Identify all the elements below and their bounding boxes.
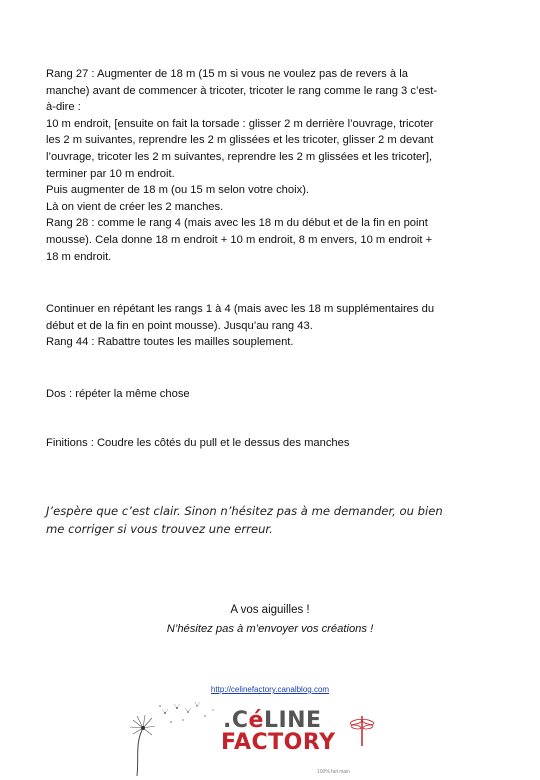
text-line: Continuer en répétant les rangs 1 à 4 (mais avec les 18 m supplémentaires du [46,303,435,315]
text-line: terminer par 10 m endroit. [46,167,175,180]
text-line: Dos : répéter la même chose [46,388,190,400]
closing-title: A vos aiguilles ! [230,604,310,616]
text-line: J’espère que c’est clair. Sinon n’hésitez pas à me demander, ou bien [46,504,443,518]
text-line: Rang 28 : comme le rang 4 (mais avec les 18 m du début et de la fin en point [46,217,428,230]
dragonfly-icon [347,712,377,752]
text-line: Puis augmenter de 18 m (ou 15 m selon votre choix). [46,184,310,197]
celine-factory-logo [125,698,425,780]
paragraph-note [46,502,506,538]
text-line: Rang 27 : Augmenter de 18 m (15 m si vous ne voulez pas de revers à la [46,68,408,80]
paragraph-finitions [46,435,506,452]
paragraph-rang-27-28 [46,66,506,265]
text-line: les 2 m suivantes, reprendre les 2 m glissées et les tricoter, glisser 2 m devant [46,134,434,147]
logo-line1: .CéLINE [223,708,322,733]
paragraph-dos [46,386,506,403]
text-line: 18 m endroit. [46,250,112,263]
closing-subtitle: N’hésitez pas à m’envoyer vos créations ! [166,623,374,635]
text-line: 10 m endroit, [ensuite on fait la torsade : glisser 2 m derrière l’ouvrage, tricoter [46,117,434,130]
website-link[interactable]: http://celinefactory.canalblog.com [210,685,330,694]
text-line: début et de la fin en point mousse). Jusqu’au rang 43. [46,319,313,332]
text-line: à-dire : [46,101,81,114]
paragraph-continuer [46,301,506,351]
logo-tagline: 100% fait main [317,769,351,775]
text-line: mousse). Cela donne 18 m endroit + 10 m endroit, 8 m envers, 10 m endroit + [46,233,433,246]
text-line: l’ouvrage, tricoter les 2 m suivantes, reprendre les 2 m glissées et les tricoter], [46,150,433,163]
text-line: me corriger si vous trouvez une erreur. [46,522,273,536]
logo-line2: FACTORY [221,730,336,755]
text-line: Là on vient de créer les 2 manches. [46,200,224,213]
text-line: Finitions : Coudre les côtés du pull et le dessus des manches [46,437,350,449]
text-line: Rang 44 : Rabattre toutes les mailles souplement. [46,336,294,349]
text-line: manche) avant de commencer à tricoter, tricoter le rang comme le rang 3 c’est- [46,84,438,97]
